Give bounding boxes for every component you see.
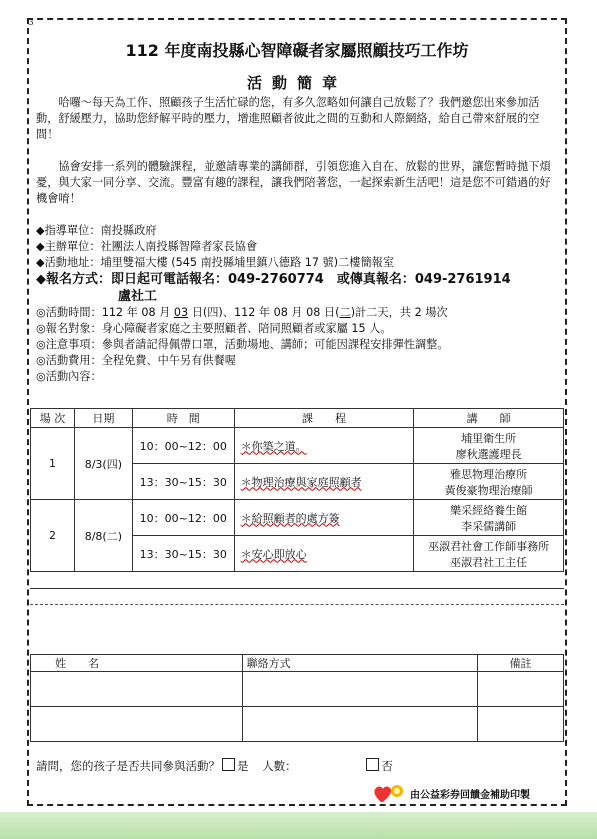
cut-line <box>30 589 564 605</box>
contact-cell[interactable] <box>242 672 478 707</box>
table-row <box>31 672 564 707</box>
slot-lecturer <box>414 500 564 536</box>
yes-label: 是 <box>237 759 249 773</box>
schedule-table <box>30 408 564 572</box>
lecturer-name: 黃俊豪物理治療師 <box>444 483 533 497</box>
sponsor-text: 由公益彩券回饋金補助印製 <box>410 790 530 801</box>
activity-time <box>36 305 566 321</box>
slot-course <box>234 428 414 464</box>
signup-table <box>30 654 564 742</box>
slot-time: 13：30~15：30 <box>132 464 234 500</box>
name-cell[interactable] <box>31 707 243 742</box>
session-no: 1 <box>31 428 75 500</box>
lecturer-org: 雅思物理治療所 <box>450 467 528 481</box>
yes-checkbox[interactable] <box>222 758 235 771</box>
time-suffix: )計二天，共 2 場次 <box>350 306 448 319</box>
page-title: 112 年度南投縣心智障礙者家屬照顧技巧工作坊 <box>125 41 469 60</box>
table-row <box>31 707 564 742</box>
signup-contact: 盧社工 <box>118 289 158 304</box>
header-lecturer: 講 師 <box>414 409 564 428</box>
table-row <box>31 500 564 536</box>
lecturer-name: 李采儒講師 <box>461 519 517 533</box>
note-cell[interactable] <box>478 672 564 707</box>
participation-question <box>36 758 556 774</box>
sponsor-footer <box>372 782 572 804</box>
lottery-heart-icon <box>372 782 406 804</box>
course-title: ＊你築之道。 <box>240 439 307 453</box>
signup-header-row <box>31 655 564 672</box>
course-title: ＊安心即放心 <box>240 547 307 561</box>
slot-course <box>234 536 414 572</box>
contact-cell[interactable] <box>242 707 478 742</box>
lecturer-org: 埔里衛生所 <box>461 431 517 445</box>
signup-method: ◆報名方式：即日起可電話報名：049-2760774 或傳真報名：049-2761914 <box>36 272 511 287</box>
lecturer-org: 巫淑君社會工作師事務所 <box>428 539 550 553</box>
header-session: 場 次 <box>31 409 75 428</box>
header-name: 姓 名 <box>31 655 243 672</box>
no-label: 否 <box>381 759 393 773</box>
name-cell[interactable] <box>31 672 243 707</box>
notice: ◎注意事項：參與者請記得佩帶口罩，活動場地、講師；可能因課程安排彈性調整。 <box>36 338 449 351</box>
session-date: 8/3(四) <box>74 428 132 500</box>
table-row <box>31 428 564 464</box>
time-day2: 二 <box>339 306 351 319</box>
course-title: ＊物理治療與家庭照顧者 <box>240 475 362 489</box>
course-title: ＊給照顧者的處方簽 <box>240 511 340 525</box>
signup-contact-row <box>36 288 566 305</box>
count-label: 人數： <box>262 759 297 773</box>
header-contact: 聯絡方式 <box>242 655 478 672</box>
activity-content: ◎活動內容： <box>36 370 102 383</box>
time-mid: 日(四)、112 年 08 月 08 日( <box>188 306 340 319</box>
slot-time: 10：00~12：00 <box>132 500 234 536</box>
lecturer-name: 巫淑君社工主任 <box>450 555 528 569</box>
header-course: 課 程 <box>234 409 414 428</box>
slot-time: 10：00~12：00 <box>132 428 234 464</box>
intro-paragraph-2: 協會安排一系列的體驗課程，並邀請專業的講師群，引領您進入自在、放鬆的世界，讓您暫時拋下煩憂，與大家一同分享、交流。豐富有趣的課程，讓我們陪著您，一起探索新生活吧！這是您不可錯過的好機會唷！ <box>36 160 551 205</box>
guide-unit: ◆指導單位：南投縣政府 <box>36 224 157 237</box>
note-cell[interactable] <box>478 707 564 742</box>
corner-mark: 3 <box>28 18 34 28</box>
signup-target: ◎報名對象：身心障礙者家庭之主要照顧者、陪同照顧者或家屬 15 人。 <box>36 322 392 335</box>
lecturer-name: 廖秋選護理長 <box>455 447 522 461</box>
no-checkbox[interactable] <box>366 758 379 771</box>
slot-course <box>234 464 414 500</box>
session-date: 8/8(二) <box>74 500 132 572</box>
host-unit: ◆主辦單位：社團法人南投縣智障者家長協會 <box>36 240 258 253</box>
blank-line <box>30 573 564 589</box>
activity-address: ◆活動地址：埔里雙福大樓 (545 南投縣埔里鎮八德路 17 號)二樓簡報室 <box>36 256 395 269</box>
info-block <box>36 223 566 385</box>
slot-course <box>234 500 414 536</box>
activity-fee: ◎活動費用：全程免費、中午另有供餐喔 <box>36 354 236 367</box>
header-time: 時 間 <box>132 409 234 428</box>
slot-lecturer <box>414 464 564 500</box>
session-no: 2 <box>31 500 75 572</box>
header-note: 備註 <box>478 655 564 672</box>
schedule-header-row <box>31 409 564 428</box>
header-date: 日期 <box>74 409 132 428</box>
blank-area <box>30 573 564 620</box>
intro-paragraph-1: 哈囉～每天為工作、照顧孩子生活忙碌的您，有多久忽略如何讓自己放鬆了？我們邀您出來參加活動，舒緩壓力，協助您紓解平時的壓力，增進照顧者彼此之間的互動和人際網絡，給自己帶來舒展的空間！ <box>36 96 540 141</box>
blank-line <box>30 605 564 620</box>
time-day1: 03 <box>173 306 189 319</box>
question-text: 請問，您的孩子是否共同參與活動？ <box>36 759 220 773</box>
bottom-band <box>0 812 597 839</box>
page-subtitle: 活動簡章 <box>246 74 347 92</box>
slot-lecturer <box>414 428 564 464</box>
lecturer-org: 樂采經絡養生館 <box>450 503 528 517</box>
slot-time: 13：30~15：30 <box>132 536 234 572</box>
time-prefix: ◎活動時間：112 年 08 月 <box>36 306 174 319</box>
slot-lecturer <box>414 536 564 572</box>
